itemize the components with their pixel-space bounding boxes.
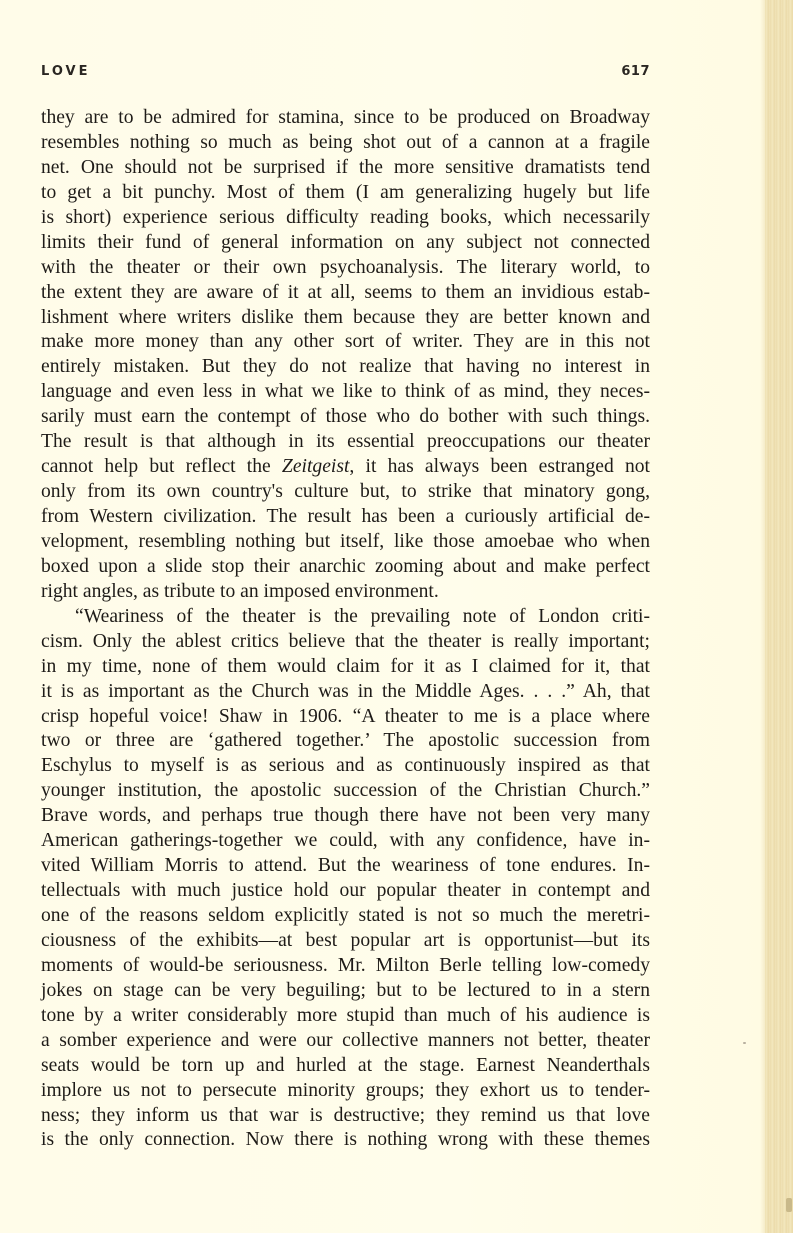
text-line: to get a bit punchy. Most of them (I am generalizing hugely but life [41, 181, 650, 203]
text-line: make more money than any other sort of writer. They are in this not [41, 331, 650, 353]
text-line: ciousness of the exhibits—at best popular art is opportunist—but its [41, 929, 650, 951]
text-segment: cannot help but reflect the [41, 456, 282, 478]
text-line: two or three are ‘gathered together.’ The apostolic succession from [41, 730, 650, 752]
text-line: they are to be admired for stamina, since to be produced on Broadway [41, 107, 650, 128]
text-line: cism. Only the ablest critics believe that the theater is really important; [41, 630, 650, 652]
text-line: entirely mistaken. But they do not realize that having no interest in [41, 356, 650, 378]
italic-term: Zeitgeist [281, 456, 350, 478]
paragraph [41, 106, 650, 605]
text-segment: , it has always been estranged not [349, 456, 650, 478]
text-line: a somber experience and were our collective manners not better, theater [41, 1029, 650, 1051]
running-head-title: LOVE [41, 64, 91, 79]
body-text [41, 106, 650, 1153]
text-line: right angles, as tribute to an imposed environment. [41, 580, 439, 602]
text-line: jokes on stage can be very beguiling; but to be lectured to in a stern [41, 979, 650, 1001]
text-line: Brave words, and perhaps true though there have not been very many [41, 805, 650, 827]
running-head [41, 64, 650, 84]
page-edge-mark [786, 1198, 792, 1212]
text-line: boxed upon a slide stop their anarchic zooming about and make perfect [41, 555, 650, 577]
text-line: vited William Morris to attend. But the weariness of tone endures. In- [41, 855, 650, 877]
text-line: “Weariness of the theater is the prevailing note of London criti- [75, 605, 650, 627]
text-line: ness; they inform us that war is destructive; they remind us that love [41, 1104, 650, 1126]
text-line: tone by a writer considerably more stupid than much of his audience is [41, 1004, 650, 1026]
text-line: is short) experience serious difficulty reading books, which necessarily [41, 206, 650, 228]
text-line: resembles nothing so much as being shot out of a cannon at a fragile [41, 131, 650, 153]
text-line: it is as important as the Church was in the Middle Ages. . . .” Ah, that [41, 680, 650, 702]
text-line: tellectuals with much justice hold our popular theater in contempt and [41, 880, 650, 902]
text-line: is the only connection. Now there is nothing wrong with these themes [41, 1129, 650, 1151]
text-line: younger institution, the apostolic succession of the Christian Church.” [41, 780, 650, 802]
text-line: in my time, none of them would claim for it as I claimed for it, that [41, 655, 650, 677]
text-line: crisp hopeful voice! Shaw in 1906. “A theater to me is a place where [41, 705, 650, 727]
text-line: only from its own country's culture but, to strike that minatory gong, [41, 481, 650, 503]
page-stack-edge [765, 0, 793, 1233]
text-line: Eschylus to myself is as serious and as continuously inspired as that [41, 755, 650, 777]
text-line: The result is that although in its essential preoccupations our theater [41, 431, 650, 453]
text-line: American gatherings-together we could, with any confidence, have in- [41, 830, 650, 852]
text-line: with the theater or their own psychoanalysis. The literary world, to [41, 256, 650, 278]
text-line: limits their fund of general information on any subject not connected [41, 231, 650, 253]
text-line: from Western civilization. The result has been a curiously artificial de- [41, 506, 650, 527]
text-line: net. One should not be surprised if the more sensitive dramatists tend [41, 156, 650, 178]
text-line-with-italic [41, 455, 650, 480]
page-number: 617 [621, 64, 650, 79]
text-line: sarily must earn the contempt of those who do bother with such things. [41, 406, 650, 428]
text-line: language and even less in what we like to think of as mind, they neces- [41, 381, 650, 403]
text-line: lishment where writers dislike them because they are better known and [41, 306, 650, 328]
text-line: implore us not to persecute minority groups; they exhort us to tender- [41, 1079, 650, 1101]
text-line: moments of would-be seriousness. Mr. Milton Berle telling low-comedy [41, 954, 650, 976]
text-line: the extent they are aware of it at all, seems to them an invidious estab- [41, 281, 650, 303]
text-line: one of the reasons seldom explicitly stated is not so much the meretri- [41, 905, 650, 926]
text-line: velopment, resembling nothing but itself, like those amoebae who when [41, 530, 650, 552]
text-line: seats would be torn up and hurled at the stage. Earnest Neanderthals [41, 1054, 650, 1076]
paragraph [41, 605, 650, 1154]
paper-speck [743, 1042, 746, 1044]
